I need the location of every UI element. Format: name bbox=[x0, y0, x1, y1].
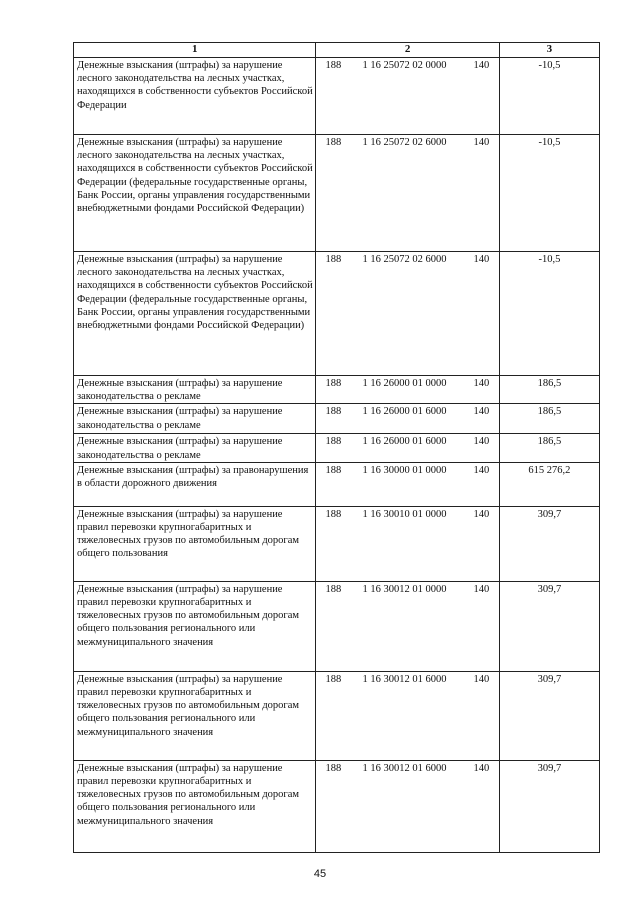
row-admin-code: 188 bbox=[325, 583, 342, 595]
row-admin-code: 188 bbox=[325, 60, 342, 71]
row-subcode: 140 bbox=[473, 508, 490, 520]
row-subcode: 140 bbox=[473, 406, 490, 418]
table-row bbox=[74, 404, 600, 434]
row-code-cell bbox=[316, 404, 499, 434]
row-kbk-code: 1 16 26000 01 6000 bbox=[362, 436, 447, 448]
row-admin-code: 188 bbox=[325, 436, 342, 448]
row-amount: 309,7 bbox=[499, 760, 599, 852]
revenue-table bbox=[73, 42, 600, 853]
header-col-2: 2 bbox=[316, 43, 499, 58]
row-kbk-code: 1 16 26000 01 6000 bbox=[362, 406, 447, 418]
row-admin-code: 188 bbox=[325, 137, 342, 148]
row-subcode: 140 bbox=[473, 436, 490, 448]
row-description: Денежные взыскания (штрафы) за нарушение правил перевозки крупногабаритных и тяжеловесных грузов по автомобильным дорогам общего пользования регионального или межмуниципального значения bbox=[74, 671, 316, 760]
row-code-cell bbox=[316, 671, 499, 760]
row-code-cell bbox=[316, 581, 499, 671]
row-amount: 186,5 bbox=[499, 434, 599, 462]
page-number: 45 bbox=[313, 868, 327, 880]
table-row bbox=[74, 135, 600, 252]
row-kbk-code: 1 16 25072 02 0000 bbox=[362, 60, 447, 71]
row-description: Денежные взыскания (штрафы) за нарушение правил перевозки крупногабаритных и тяжеловесных грузов по автомобильным дорогам общего пользования регионального или межмуниципального значения bbox=[74, 581, 316, 671]
table-row bbox=[74, 506, 600, 581]
row-amount: -10,5 bbox=[499, 58, 599, 135]
row-code-cell bbox=[316, 760, 499, 852]
row-code-cell bbox=[316, 434, 499, 462]
row-admin-code: 188 bbox=[325, 378, 342, 389]
table-body bbox=[74, 58, 600, 853]
header-col-3: 3 bbox=[499, 43, 599, 58]
row-amount: 309,7 bbox=[499, 581, 599, 671]
row-admin-code: 188 bbox=[325, 762, 342, 774]
row-kbk-code: 1 16 30012 01 6000 bbox=[362, 762, 447, 774]
row-description: Денежные взыскания (штрафы) за нарушение законодательства о рекламе bbox=[74, 434, 316, 462]
row-subcode: 140 bbox=[473, 378, 490, 389]
row-amount: 615 276,2 bbox=[499, 462, 599, 506]
row-admin-code: 188 bbox=[325, 254, 342, 265]
row-kbk-code: 1 16 25072 02 6000 bbox=[362, 137, 447, 148]
row-subcode: 140 bbox=[473, 464, 490, 476]
row-code-cell bbox=[316, 506, 499, 581]
row-code-cell bbox=[316, 135, 499, 252]
row-description: Денежные взыскания (штрафы) за нарушение правил перевозки крупногабаритных и тяжеловесных грузов по автомобильным дорогам общего пользования bbox=[74, 506, 316, 581]
row-admin-code: 188 bbox=[325, 464, 342, 476]
row-amount: -10,5 bbox=[499, 252, 599, 376]
table-row bbox=[74, 462, 600, 506]
row-amount: 309,7 bbox=[499, 671, 599, 760]
row-subcode: 140 bbox=[473, 254, 490, 265]
row-amount: 186,5 bbox=[499, 376, 599, 404]
budget-table-sheet bbox=[73, 42, 600, 853]
row-description: Денежные взыскания (штрафы) за правонарушения в области дорожного движения bbox=[74, 462, 316, 506]
table-row bbox=[74, 434, 600, 462]
row-kbk-code: 1 16 30012 01 6000 bbox=[362, 673, 447, 685]
row-kbk-code: 1 16 25072 02 6000 bbox=[362, 254, 447, 265]
row-description: Денежные взыскания (штрафы) за нарушение правил перевозки крупногабаритных и тяжеловесных грузов по автомобильным дорогам общего пользования регионального или межмуниципального значения bbox=[74, 760, 316, 852]
table-row bbox=[74, 58, 600, 135]
header-col-1: 1 bbox=[74, 43, 316, 58]
row-kbk-code: 1 16 30012 01 0000 bbox=[362, 583, 447, 595]
row-code-cell bbox=[316, 58, 499, 135]
table-row bbox=[74, 581, 600, 671]
row-amount: -10,5 bbox=[499, 135, 599, 252]
table-row bbox=[74, 671, 600, 760]
row-admin-code: 188 bbox=[325, 673, 342, 685]
row-subcode: 140 bbox=[473, 137, 490, 148]
row-description: Денежные взыскания (штрафы) за нарушение лесного законодательства на лесных участках, находящихся в собственности субъектов Российской Федерации (федеральные государственные органы, Банк России, органы управления государственными внебюджетными фондами Российской Федерации) bbox=[74, 135, 316, 252]
row-kbk-code: 1 16 30000 01 0000 bbox=[362, 464, 447, 476]
row-kbk-code: 1 16 30010 01 0000 bbox=[362, 508, 447, 520]
row-amount: 186,5 bbox=[499, 404, 599, 434]
row-description: Денежные взыскания (штрафы) за нарушение законодательства о рекламе bbox=[74, 376, 316, 404]
table-row bbox=[74, 376, 600, 404]
table-header-row bbox=[74, 43, 600, 58]
row-code-cell bbox=[316, 252, 499, 376]
table-row bbox=[74, 252, 600, 376]
row-amount: 309,7 bbox=[499, 506, 599, 581]
row-code-cell bbox=[316, 376, 499, 404]
row-subcode: 140 bbox=[473, 762, 490, 774]
row-admin-code: 188 bbox=[325, 508, 342, 520]
row-kbk-code: 1 16 26000 01 0000 bbox=[362, 378, 447, 389]
row-subcode: 140 bbox=[473, 673, 490, 685]
row-subcode: 140 bbox=[473, 583, 490, 595]
row-description: Денежные взыскания (штрафы) за нарушение законодательства о рекламе bbox=[74, 404, 316, 434]
table-row bbox=[74, 760, 600, 852]
row-admin-code: 188 bbox=[325, 406, 342, 418]
row-description: Денежные взыскания (штрафы) за нарушение лесного законодательства на лесных участках, находящихся в собственности субъектов Российской Федерации (федеральные государственные органы, Банк России, органы управления государственными внебюджетными фондами Российской Федерации) bbox=[74, 252, 316, 376]
row-description: Денежные взыскания (штрафы) за нарушение лесного законодательства на лесных участках, находящихся в собственности субъектов Российской Федерации bbox=[74, 58, 316, 135]
row-code-cell bbox=[316, 462, 499, 506]
row-subcode: 140 bbox=[473, 60, 490, 71]
